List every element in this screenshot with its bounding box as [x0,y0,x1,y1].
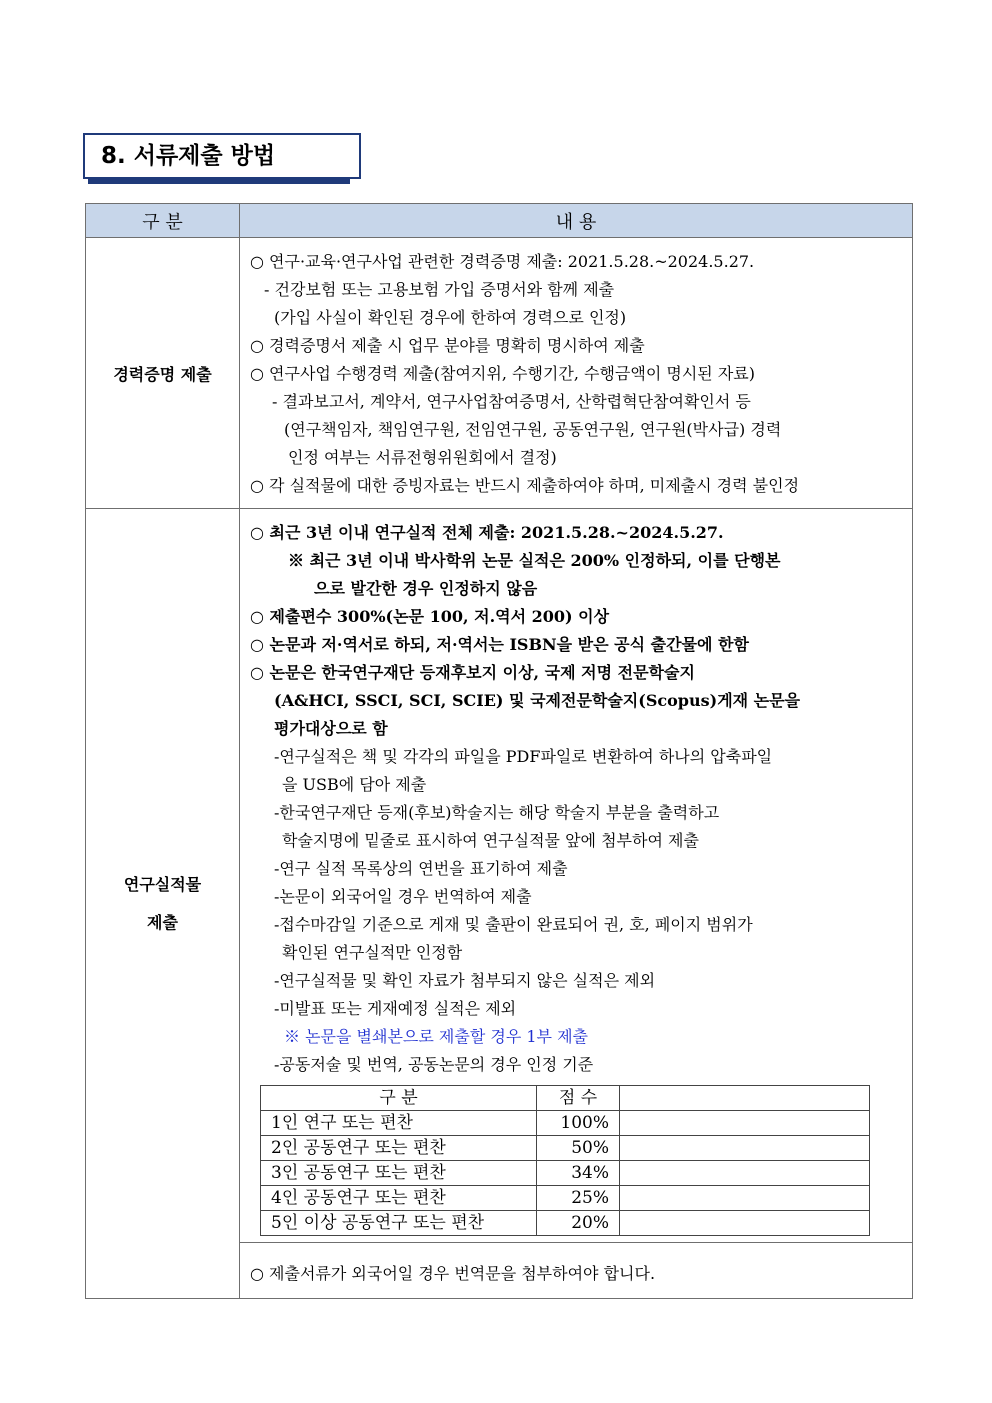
footer-note: ○ 제출서류가 외국어일 경우 번역문을 첨부하여야 합니다. [240,1243,913,1299]
list-item: ○ 논문과 저·역서로 하되, 저·역서는 ISBN을 받은 공식 출간물에 한함 [250,635,749,654]
score-category: 4인 공동연구 또는 편찬 [261,1186,537,1211]
list-item: ○ 제출편수 300%(논문 100, 저.역서 200) 이상 [250,607,610,626]
score-table [260,1085,870,1236]
score-blank [620,1136,870,1161]
list-item: -미발표 또는 게재예정 실적은 제외 [274,999,517,1018]
submission-table [85,203,913,1299]
score-blank [620,1161,870,1186]
table-row [261,1161,870,1186]
list-item: -한국연구재단 등재(후보)학술지는 해당 학술지 부분을 출력하고 [274,803,720,822]
list-item: 을 USB에 담아 제출 [282,775,427,794]
list-item: (연구책임자, 책임연구원, 전임연구원, 공동연구원, 연구원(박사급) 경력 [284,420,782,439]
list-item: 평가대상으로 함 [274,719,388,738]
score-value: 25% [537,1186,620,1211]
list-item: -연구 실적 목록상의 연번을 표기하여 제출 [274,859,568,878]
list-item: 확인된 연구실적만 인정함 [282,943,463,962]
label-line: 연구실적물 [123,874,202,894]
list-item: (A&HCI, SSCI, SCI, SCIE) 및 국제전문학술지(Scopus)게재 논문을 [274,691,801,710]
score-table-header [261,1086,870,1111]
career-proof-content [240,238,913,509]
table-row [261,1186,870,1211]
row-career-proof [86,238,913,509]
score-header-blank [620,1086,870,1111]
list-item: ○ 최근 3년 이내 연구실적 전체 제출: 2021.5.28.~2024.5.27. [250,523,724,542]
score-blank [620,1211,870,1236]
list-item: -연구실적은 책 및 각각의 파일을 PDF파일로 변환하여 하나의 압축파일 [274,747,773,766]
label-line: 제출 [147,912,178,932]
label-research-output [86,509,240,1299]
list-item: ○ 논문은 한국연구재단 등재후보지 이상, 국제 저명 전문학술지 [250,663,695,682]
list-item: ※ 논문을 별쇄본으로 제출할 경우 1부 제출 [284,1027,588,1046]
research-output-content [240,509,913,1243]
score-category: 1인 연구 또는 편찬 [261,1111,537,1136]
score-blank [620,1111,870,1136]
list-item: -논문이 외국어일 경우 번역하여 제출 [274,887,532,906]
table-row [261,1111,870,1136]
page-title: 8. 서류제출 방법 [83,133,361,179]
score-value: 20% [537,1211,620,1236]
table-row [261,1136,870,1161]
list-item: ○ 연구·교육·연구사업 관련한 경력증명 제출: 2021.5.28.~2024.5.27. [250,252,755,271]
list-item: ○ 경력증명서 제출 시 업무 분야를 명확히 명시하여 제출 [250,336,645,355]
score-header-category: 구 분 [261,1086,537,1111]
list-item: 으로 발간한 경우 인정하지 않음 [314,579,538,598]
score-value: 100% [537,1111,620,1136]
label-career-proof: 경력증명 제출 [86,238,240,509]
list-item: ○ 연구사업 수행경력 제출(참여지위, 수행기간, 수행금액이 명시된 자료) [250,364,755,383]
score-header-score: 점 수 [537,1086,620,1111]
score-value: 50% [537,1136,620,1161]
list-item: ※ 최근 3년 이내 박사학위 논문 실적은 200% 인정하되, 이를 단행본 [288,551,781,570]
list-item: ○ 각 실적물에 대한 증빙자료는 반드시 제출하여야 하며, 미제출시 경력 불인정 [250,476,800,495]
score-category: 2인 공동연구 또는 편찬 [261,1136,537,1161]
table-row [261,1211,870,1236]
score-value: 34% [537,1161,620,1186]
header-content: 내 용 [240,204,913,238]
list-item: - 결과보고서, 계약서, 연구사업참여증명서, 산학렵혁단참여확인서 등 [272,392,751,411]
list-item: -공동저술 및 번역, 공동논문의 경우 인정 기준 [274,1055,594,1074]
list-item: (가입 사실이 확인된 경우에 한하여 경력으로 인정) [274,308,627,327]
row-research-output [86,509,913,1243]
score-blank [620,1186,870,1211]
list-item: 학술지명에 밑줄로 표시하여 연구실적물 앞에 첨부하여 제출 [282,831,699,850]
score-category: 3인 공동연구 또는 편찬 [261,1161,537,1186]
list-item: 인정 여부는 서류전형위원회에서 결정) [288,448,557,467]
list-item: -연구실적물 및 확인 자료가 첨부되지 않은 실적은 제외 [274,971,656,990]
score-category: 5인 이상 공동연구 또는 편찬 [261,1211,537,1236]
header-category: 구 분 [86,204,240,238]
list-item: - 건강보험 또는 고용보험 가입 증명서와 함께 제출 [264,280,615,299]
list-item: -접수마감일 기준으로 게재 및 출판이 완료되어 권, 호, 페이지 범위가 [274,915,753,934]
section-title-box [83,133,345,179]
